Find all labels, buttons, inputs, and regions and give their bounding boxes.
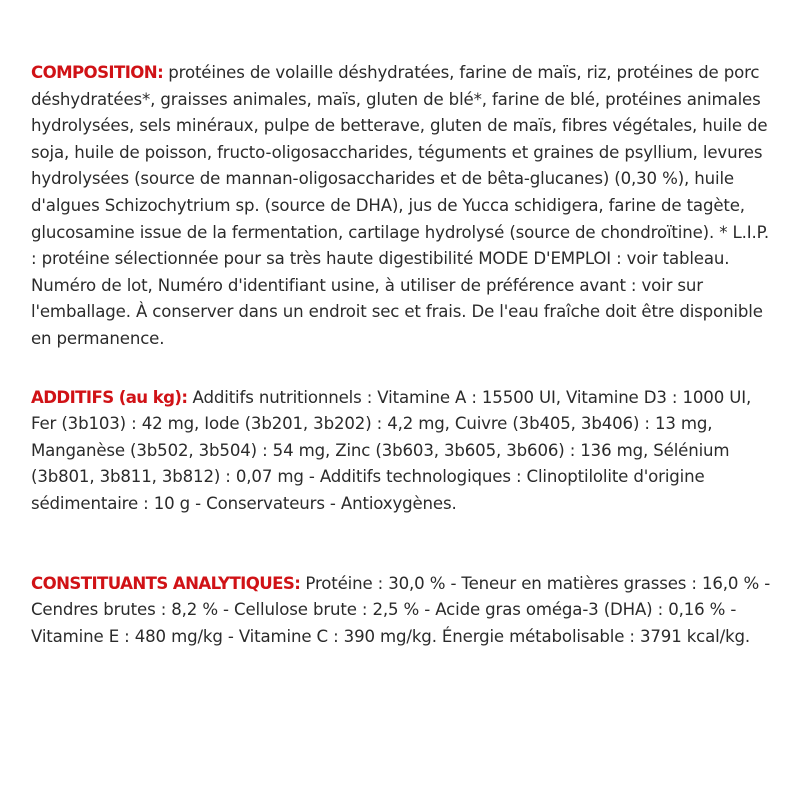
constituants-paragraph xyxy=(31,571,776,651)
composition-section xyxy=(31,60,776,353)
additifs-paragraph xyxy=(31,385,776,518)
composition-text: protéines de volaille déshydratées, farine de maïs, riz, protéines de porc déshydratées*, graisses animales, maïs, gluten de blé*, farine de blé, protéines animales hydrolysées, sels minéraux, pulpe de betterave, gluten de maïs, fibres végétales, huile de soja, huile de poisson, fructo-oligosaccharides, téguments et graines de psyllium, levures hydrolysées (source de mannan-oligosaccharides et de bêta-glucanes) (0,30 %), huile d'algues Schizochytrium sp. (source de DHA), jus de Yucca schidigera, farine de tagète, glucosamine issue de la fermentation, cartilage hydrolysé (source de chondroïtine). * L.I.P. : protéine sélectionnée pour sa très haute digestibilité MODE D'EMPLOI : voir tableau. Numéro de lot, Numéro d'identifiant usine, à utiliser de préférence avant : voir sur l'emballage. À conserver dans un endroit sec et frais. De l'eau fraîche doit être disponible en permanence. xyxy=(31,63,769,348)
constituants-label: CONSTITUANTS ANALYTIQUES: xyxy=(31,573,301,593)
composition-label: COMPOSITION: xyxy=(31,63,164,82)
constituants-text: Protéine : 30,0 % - Teneur en matières grasses : 16,0 % - Cendres brutes : 8,2 % - Cellulose brute : 2,5 % - Acide gras oméga-3 (DHA) : 0,16 % - Vitamine E : 480 mg/kg - Vitamine C : 390 mg/kg. Énergie métabolisable : 3791 kcal/kg. xyxy=(31,573,771,646)
additifs-section xyxy=(31,385,776,518)
additifs-label: ADDITIFS (au kg): xyxy=(31,387,188,407)
label-document xyxy=(31,60,776,650)
composition-paragraph xyxy=(31,60,776,353)
additifs-text: Additifs nutritionnels : Vitamine A : 15500 UI, Vitamine D3 : 1000 UI, Fer (3b103) : 42 mg, Iode (3b201, 3b202) : 4,2 mg, Cuivre (3b405, 3b406) : 13 mg, Manganèse (3b502, 3b504) : 54 mg, Zinc (3b603, 3b605, 3b606) : 136 mg, Sélénium (3b801, 3b811, 3b812) : 0,07 mg - Additifs technologiques : Clinoptilolite d'origine sédimentaire : 10 g - Conservateurs - Antioxygènes. xyxy=(31,387,752,513)
constituants-section xyxy=(31,571,776,651)
